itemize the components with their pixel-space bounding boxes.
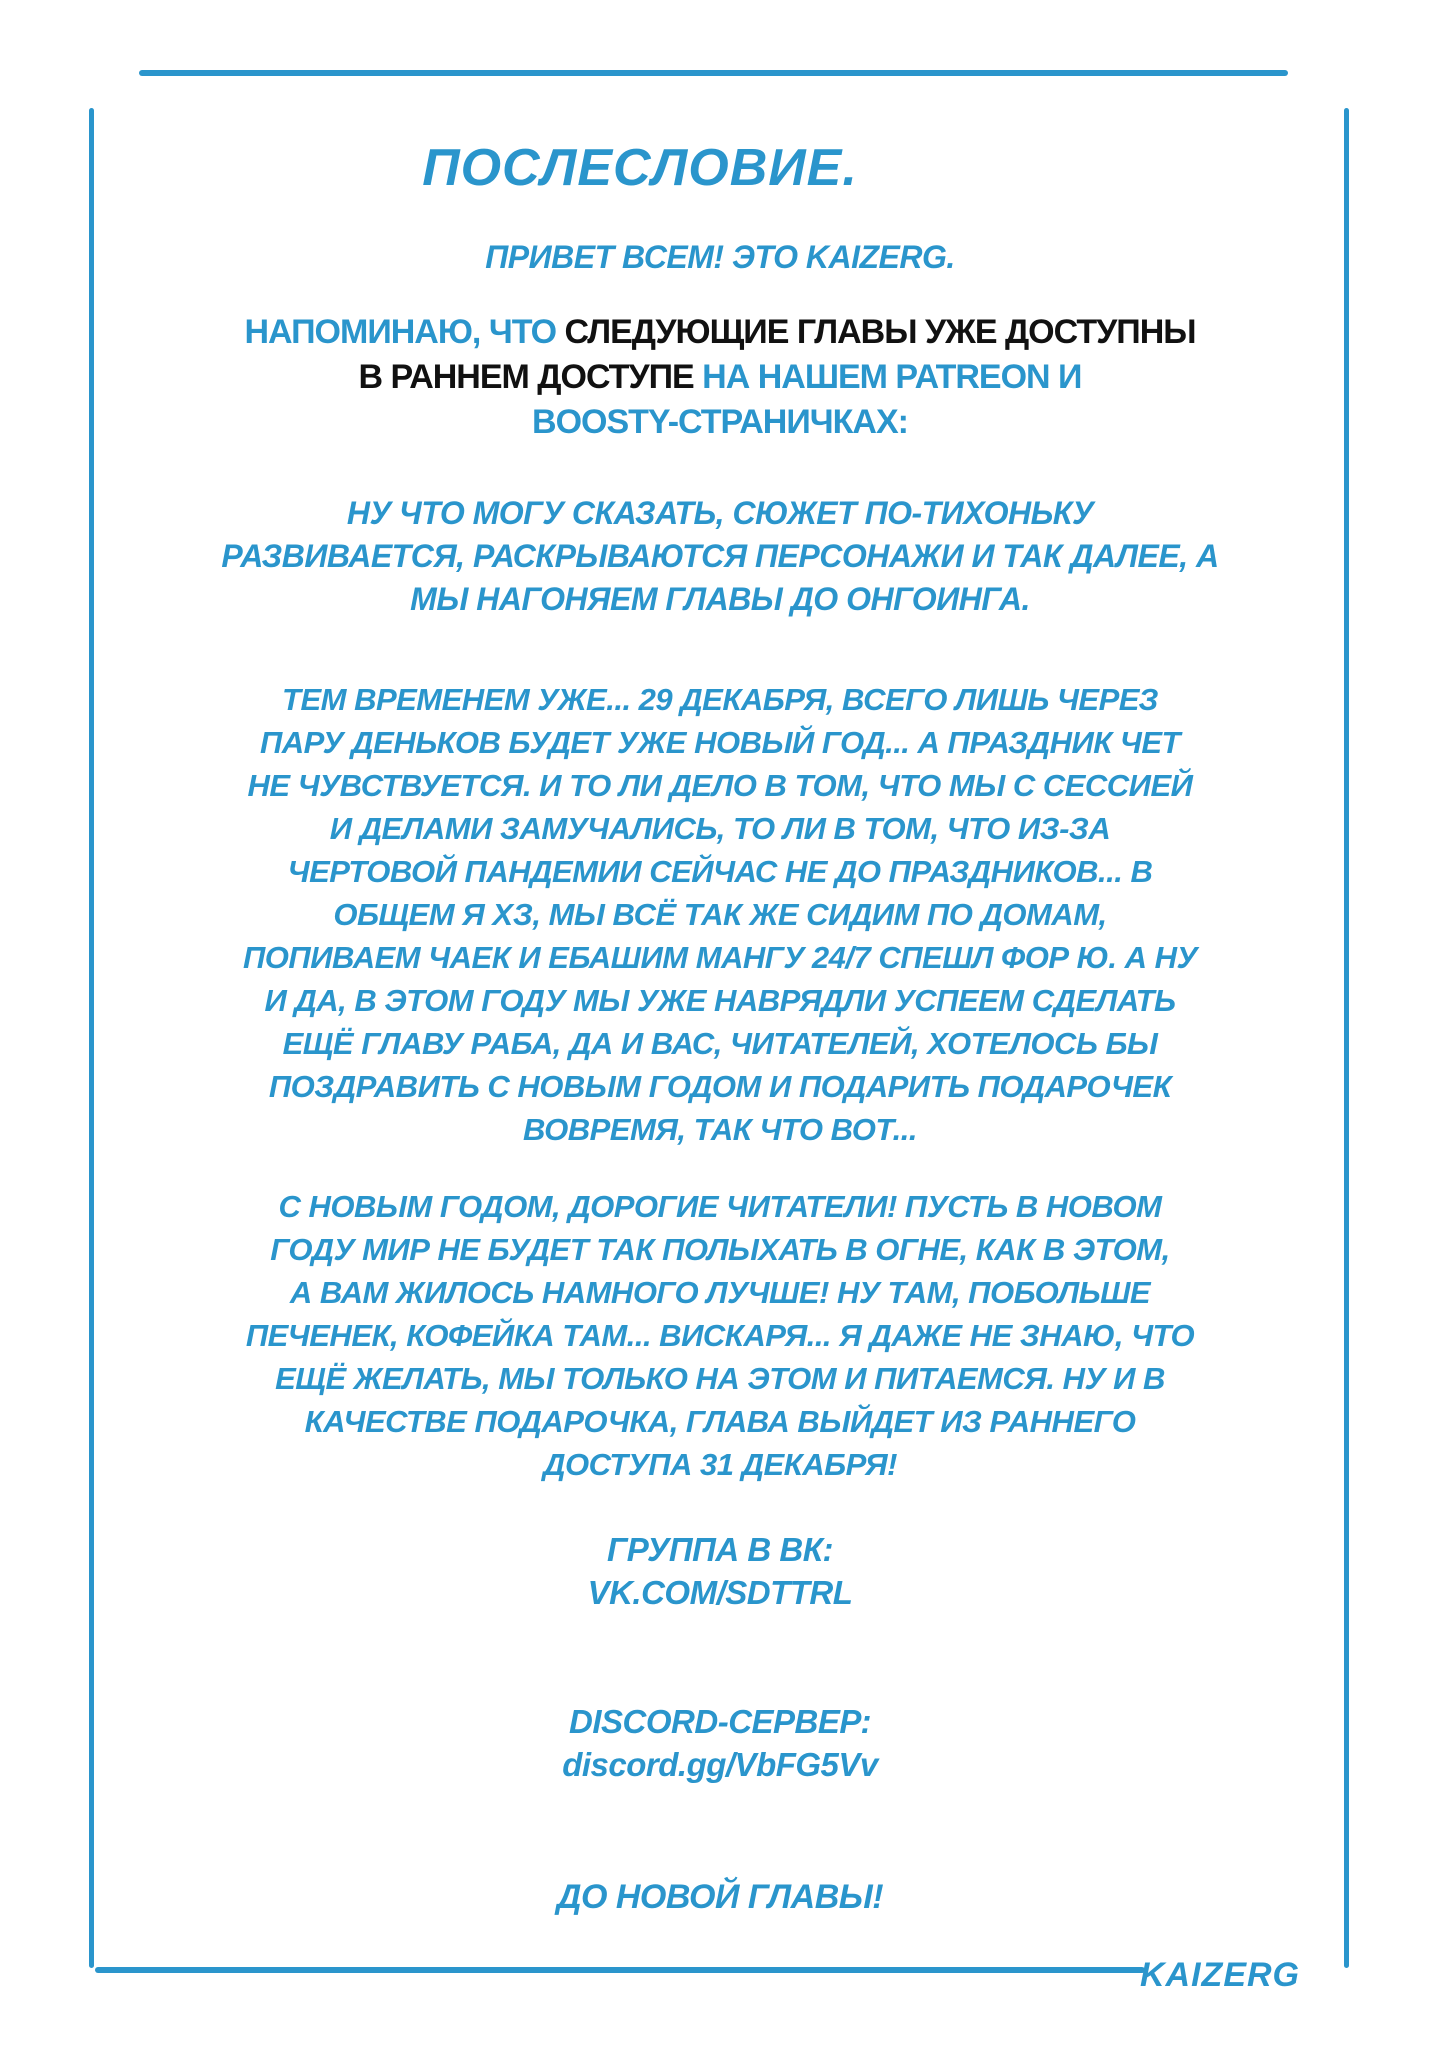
text-line: НЕ ЧУВСТВУЕТСЯ. И ТО ЛИ ДЕЛО В ТОМ, ЧТО МЫ С СЕССИЕЙ bbox=[247, 768, 1193, 803]
text-line: В РАННЕМ ДОСТУПЕ НА НАШЕМ PATREON И bbox=[358, 358, 1082, 396]
text-line: РАЗВИВАЕТСЯ, РАСКРЫВАЮТСЯ ПЕРСОНАЖИ И ТАК ДАЛЕЕ, А bbox=[221, 538, 1219, 574]
text-line: BOOSTY-СТРАНИЧКАХ: bbox=[532, 403, 908, 441]
text-line: И ДА, В ЭТОМ ГОДУ МЫ УЖЕ НАВРЯДЛИ УСПЕЕМ СДЕЛАТЬ bbox=[264, 983, 1176, 1018]
paragraph-plot-progress bbox=[100, 492, 1340, 621]
text-line: VK.COM/SDTTRL bbox=[587, 1574, 853, 1611]
frame-top-line bbox=[139, 70, 1288, 76]
vk-group-link bbox=[100, 1528, 1340, 1614]
text-line: А ВАМ ЖИЛОСЬ НАМНОГО ЛУЧШЕ! НУ ТАМ, ПОБОЛЬШЕ bbox=[289, 1275, 1151, 1310]
discord-server-link bbox=[100, 1700, 1340, 1786]
text-line: ПОЗДРАВИТЬ С НОВЫМ ГОДОМ И ПОДАРИТЬ ПОДАРОЧЕК bbox=[268, 1069, 1172, 1104]
text-line: ЧЕРТОВОЙ ПАНДЕМИИ СЕЙЧАС НЕ ДО ПРАЗДНИКОВ... В bbox=[287, 854, 1153, 889]
text-line: МЫ НАГОНЯЕМ ГЛАВЫ ДО ОНГОИНГА. bbox=[410, 581, 1030, 617]
text-line: ПОПИВАЕМ ЧАЕК И ЕБАШИМ МАНГУ 24/7 СПЕШЛ ФОР Ю. А НУ bbox=[242, 940, 1198, 975]
text-line: ДО НОВОЙ ГЛАВЫ! bbox=[556, 1878, 884, 1916]
text-line: ОБЩЕМ Я ХЗ, МЫ ВСЁ ТАК ЖЕ СИДИМ ПО ДОМАМ, bbox=[333, 897, 1107, 932]
paragraph-greeting bbox=[100, 236, 1340, 279]
text-line: ТЕМ ВРЕМЕНЕМ УЖЕ... 29 ДЕКАБРЯ, ВСЕГО ЛИШЬ ЧЕРЕЗ bbox=[282, 682, 1158, 717]
frame-bottom-line bbox=[95, 1967, 1145, 1973]
text-line: ПРИВЕТ ВСЕМ! ЭТО KAIZERG. bbox=[485, 239, 955, 275]
paragraph-farewell bbox=[100, 1876, 1340, 1919]
text-line: ГРУППА В ВК: bbox=[607, 1531, 833, 1568]
page-title: ПОСЛЕСЛОВИЕ. bbox=[422, 139, 858, 197]
text-line: ПЕЧЕНЕК, КОФЕЙКА ТАМ... ВИСКАРЯ... Я ДАЖЕ НЕ ЗНАЮ, ЧТО bbox=[245, 1318, 1195, 1353]
text-line: ЕЩЁ ЖЕЛАТЬ, МЫ ТОЛЬКО НА ЭТОМ И ПИТАЕМСЯ. НУ И В bbox=[275, 1361, 1165, 1396]
text-line: ВОВРЕМЯ, ТАК ЧТО ВОТ... bbox=[523, 1112, 917, 1147]
text-line: НУ ЧТО МОГУ СКАЗАТЬ, СЮЖЕТ ПО-ТИХОНЬКУ bbox=[346, 495, 1094, 531]
text-line: discord.gg/VbFG5Vv bbox=[562, 1746, 878, 1783]
text-line: КАЧЕСТВЕ ПОДАРОЧКА, ГЛАВА ВЫЙДЕТ ИЗ РАННЕГО bbox=[304, 1404, 1136, 1439]
frame-left-line bbox=[89, 108, 94, 1968]
text-line: НАПОМИНАЮ, ЧТО СЛЕДУЮЩИЕ ГЛАВЫ УЖЕ ДОСТУПНЫ bbox=[244, 313, 1196, 351]
paragraph-congratulations bbox=[100, 1185, 1340, 1486]
text-line: С НОВЫМ ГОДОМ, ДОРОГИЕ ЧИТАТЕЛИ! ПУСТЬ В НОВОМ bbox=[278, 1189, 1162, 1224]
text-line: ДОСТУПА 31 ДЕКАБРЯ! bbox=[543, 1447, 897, 1482]
text-line: ГОДУ МИР НЕ БУДЕТ ТАК ПОЛЫХАТЬ В ОГНЕ, КАК В ЭТОМ, bbox=[270, 1232, 1170, 1267]
text-line: ПАРУ ДЕНЬКОВ БУДЕТ УЖЕ НОВЫЙ ГОД... А ПРАЗДНИК ЧЕТ bbox=[260, 725, 1180, 760]
translator-signature: KAIZERG bbox=[1140, 1956, 1300, 1994]
text-line: DISCORD-СЕРВЕР: bbox=[569, 1703, 871, 1740]
frame-right-line bbox=[1344, 108, 1349, 1968]
text-line: И ДЕЛАМИ ЗАМУЧАЛИСЬ, ТО ЛИ В ТОМ, ЧТО ИЗ-ЗА bbox=[329, 811, 1111, 846]
text-line: ЕЩЁ ГЛАВУ РАБА, ДА И ВАС, ЧИТАТЕЛЕЙ, ХОТЕЛОСЬ БЫ bbox=[282, 1026, 1158, 1061]
paragraph-new-year-thoughts bbox=[100, 678, 1340, 1151]
paragraph-early-access-reminder bbox=[100, 310, 1340, 445]
